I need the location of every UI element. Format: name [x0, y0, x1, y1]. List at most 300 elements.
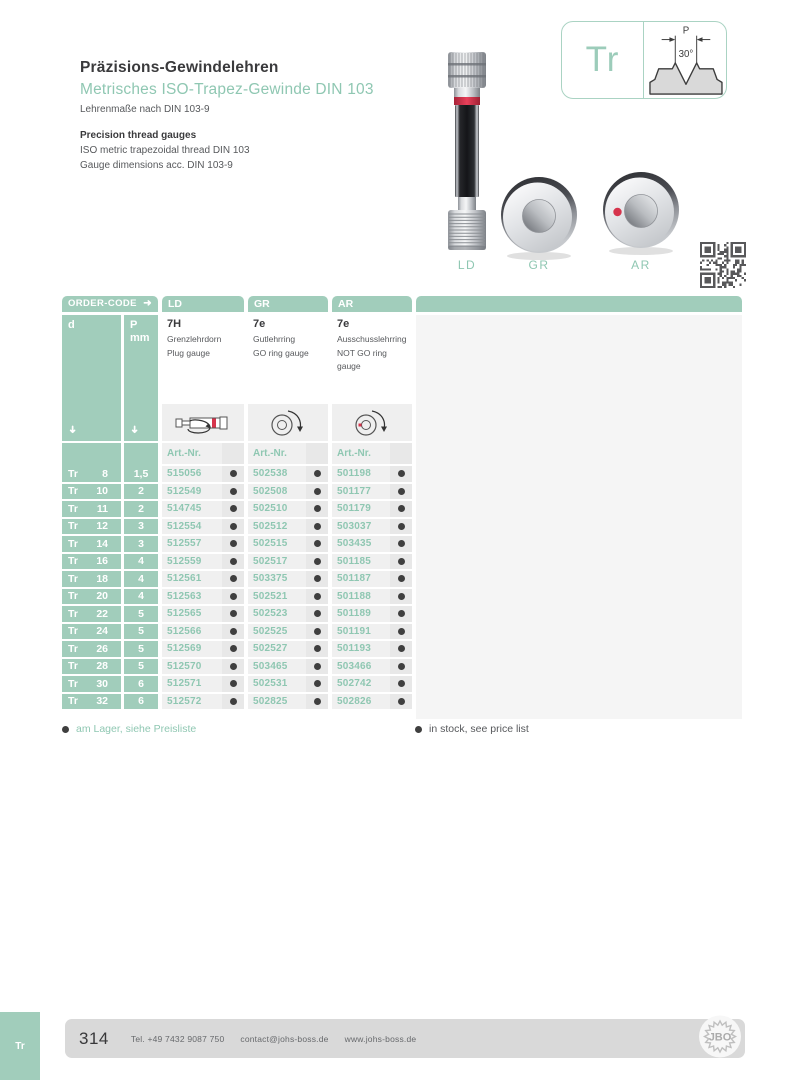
stock-dot-cell — [222, 606, 244, 622]
order-table — [62, 296, 742, 719]
stock-dot-cell — [306, 501, 328, 517]
d-prefix: Tr — [68, 520, 78, 533]
artnr-value: 503435 — [332, 536, 390, 552]
gr-row — [248, 571, 328, 587]
stock-dot-icon — [398, 663, 405, 670]
artnr-value: 512557 — [162, 536, 222, 552]
stock-dot-icon — [230, 575, 237, 582]
d-size: 12 — [96, 520, 108, 533]
side-tab-label: Tr — [15, 1040, 25, 1052]
artnr-value: 502510 — [248, 501, 306, 517]
artnr-value: 503375 — [248, 571, 306, 587]
stock-dot-cell — [306, 694, 328, 710]
artnr-value: 502826 — [332, 694, 390, 710]
side-tab-tr — [0, 1012, 40, 1080]
d-prefix: Tr — [68, 677, 78, 690]
stock-dot-cell — [390, 466, 412, 482]
stock-dot-icon — [230, 663, 237, 670]
d-cell — [62, 443, 121, 482]
page-title-en: Precision thread gauges — [80, 130, 197, 141]
stock-dot-icon — [398, 680, 405, 687]
artnr-value: 502825 — [248, 694, 306, 710]
gr-cells — [248, 466, 328, 709]
legend-de-text: am Lager, siehe Preisliste — [76, 723, 197, 735]
artnr-value: 512572 — [162, 694, 222, 710]
stock-dot-icon — [230, 558, 237, 565]
d-cell — [62, 571, 121, 587]
gr-row — [248, 484, 328, 500]
gr-header-cell — [248, 315, 328, 441]
stock-dot-cell — [222, 641, 244, 657]
notgo-ring-rotation-icon — [332, 404, 412, 441]
ld-row — [162, 676, 244, 692]
d-cell — [62, 676, 121, 692]
artnr-value: 512566 — [162, 624, 222, 640]
artnr-value: 512570 — [162, 659, 222, 675]
gr-row — [248, 624, 328, 640]
jbo-logo — [698, 1014, 742, 1063]
stock-dot-icon — [398, 558, 405, 565]
stock-dot-cell — [390, 694, 412, 710]
ld-row — [162, 659, 244, 675]
p-cell: 3 — [124, 536, 158, 552]
stock-dot-icon — [314, 523, 321, 530]
ld-row — [162, 554, 244, 570]
stock-dot-cell — [222, 659, 244, 675]
stock-dot-cell — [390, 554, 412, 570]
go-ring-photo — [499, 175, 579, 266]
go-ring-label: GR — [528, 258, 550, 272]
artnr-value: 502527 — [248, 641, 306, 657]
d-prefix: Tr — [68, 485, 78, 498]
p-cell: 6 — [124, 694, 158, 710]
email-link[interactable]: contact@johs-boss.de — [240, 1033, 329, 1044]
heading-en-block — [80, 128, 374, 173]
empty-table-panel — [416, 315, 742, 719]
artnr-value: 501188 — [332, 589, 390, 605]
d-prefix: Tr — [68, 555, 78, 568]
stock-dot-cell — [306, 659, 328, 675]
thread-symbol: Tr — [585, 40, 620, 79]
down-arrow-icon: ➜ — [128, 425, 140, 434]
stock-dot-icon — [398, 523, 405, 530]
artnr-value: 501177 — [332, 484, 390, 500]
stock-dot-icon — [398, 540, 405, 547]
ar-tolerance: 7e — [337, 318, 350, 330]
stock-dot-cell — [222, 624, 244, 640]
d-size: 8 — [102, 467, 108, 480]
ar-row — [332, 641, 412, 657]
ar-header-cell — [332, 315, 412, 441]
gr-row — [248, 536, 328, 552]
stock-dot-icon — [398, 628, 405, 635]
artnr-value: 515056 — [162, 466, 222, 482]
order-code-label: ORDER-CODE — [68, 298, 137, 309]
thread-type-badge — [561, 21, 727, 99]
stock-dot-cell — [390, 571, 412, 587]
d-prefix: Tr — [68, 625, 78, 638]
badge-symbol-cell — [562, 22, 644, 98]
stock-dot-cell — [306, 676, 328, 692]
d-cell — [62, 519, 121, 535]
ld-artnr-header — [162, 443, 244, 464]
d-prefix: Tr — [68, 502, 78, 515]
ld-row — [162, 571, 244, 587]
gr-tolerance: 7e — [253, 318, 266, 330]
gr-row — [248, 589, 328, 605]
contact-info — [131, 1034, 416, 1044]
stock-dot-cell — [222, 536, 244, 552]
ld-row — [162, 501, 244, 517]
d-cell — [62, 484, 121, 500]
artnr-value: 514745 — [162, 501, 222, 517]
qr-modules — [700, 242, 746, 288]
artnr-label: Art.-Nr. — [248, 443, 306, 464]
stock-dot-icon — [398, 470, 405, 477]
d-size: 20 — [96, 590, 108, 603]
ld-header-cell — [162, 315, 244, 441]
artnr-value: 502525 — [248, 624, 306, 640]
plug-gauge-image — [435, 50, 499, 256]
stock-dot-icon — [314, 558, 321, 565]
ld-row — [162, 641, 244, 657]
gr-row — [248, 676, 328, 692]
notgo-ring-image — [601, 170, 681, 256]
p-cell: 6 — [124, 676, 158, 692]
ar-band: AR — [332, 296, 412, 312]
ar-artnr-header — [332, 443, 412, 464]
d-size: 11 — [96, 502, 108, 515]
ar-row — [332, 606, 412, 622]
ld-row — [162, 624, 244, 640]
ar-row — [332, 519, 412, 535]
artnr-label: Art.-Nr. — [162, 443, 222, 464]
ld-tolerance: 7H — [167, 318, 182, 330]
d-size: 18 — [96, 572, 108, 585]
svg-text:P: P — [682, 25, 690, 37]
stock-dot-cell — [390, 606, 412, 622]
d-cells — [62, 443, 121, 709]
d-prefix: Tr — [68, 467, 78, 480]
stock-dot-icon — [62, 726, 69, 733]
gr-row — [248, 554, 328, 570]
ar-name-de: Ausschusslehrring — [337, 334, 407, 344]
stock-dot-icon — [230, 593, 237, 600]
gr-row — [248, 606, 328, 622]
p-cell: 2 — [124, 501, 158, 517]
ld-name-en: Plug gauge — [167, 347, 211, 358]
column-ar — [332, 315, 412, 711]
artnr-value: 502531 — [248, 676, 306, 692]
p-cell: 5 — [124, 659, 158, 675]
artnr-value: 502508 — [248, 484, 306, 500]
table-band-row — [62, 296, 742, 312]
stock-dot-icon — [230, 540, 237, 547]
gr-row — [248, 466, 328, 482]
p-header-label: P mm — [130, 319, 150, 344]
down-arrow-icon: ➜ — [66, 425, 78, 434]
stock-dot-cell — [222, 676, 244, 692]
stock-dot-cell — [390, 519, 412, 535]
stock-column-header — [222, 443, 244, 464]
artnr-value: 501191 — [332, 624, 390, 640]
artnr-value: 512563 — [162, 589, 222, 605]
website-link[interactable]: www.johs-boss.de — [344, 1033, 417, 1044]
artnr-value: 502521 — [248, 589, 306, 605]
stock-dot-icon — [230, 698, 237, 705]
d-prefix: Tr — [68, 590, 78, 603]
gr-name-de: Gutlehrring — [253, 334, 296, 344]
d-cell — [62, 624, 121, 640]
stock-dot-icon — [415, 726, 422, 733]
p-cells — [124, 443, 158, 709]
qr-code[interactable] — [700, 242, 746, 288]
artnr-value: 503466 — [332, 659, 390, 675]
stock-dot-icon — [314, 680, 321, 687]
gr-band: GR — [248, 296, 328, 312]
right-arrow-icon: ➜ — [143, 298, 152, 309]
d-prefix: Tr — [68, 537, 78, 550]
page-note-en: Gauge dimensions acc. DIN 103-9 — [80, 160, 233, 171]
artnr-value: 512571 — [162, 676, 222, 692]
stock-dot-icon — [230, 628, 237, 635]
ar-row — [332, 624, 412, 640]
column-d — [62, 315, 121, 711]
stock-dot-cell — [306, 466, 328, 482]
stock-dot-cell — [390, 641, 412, 657]
d-cell — [62, 501, 121, 517]
ar-row — [332, 536, 412, 552]
p-header-cell — [124, 315, 158, 441]
thread-profile-icon — [644, 24, 726, 96]
stock-dot-icon — [230, 680, 237, 687]
ld-row — [162, 606, 244, 622]
stock-dot-icon — [314, 663, 321, 670]
artnr-value: 502512 — [248, 519, 306, 535]
d-size: 32 — [96, 695, 108, 708]
ar-cells — [332, 466, 412, 709]
d-size: 28 — [96, 660, 108, 673]
artnr-value: 512569 — [162, 641, 222, 657]
ld-row — [162, 536, 244, 552]
stock-dot-icon — [230, 645, 237, 652]
artnr-value: 502742 — [332, 676, 390, 692]
ld-row — [162, 484, 244, 500]
heading-block — [80, 59, 374, 173]
ar-row — [332, 676, 412, 692]
d-size: 26 — [96, 642, 108, 655]
d-size: 14 — [96, 537, 108, 550]
stock-dot-icon — [398, 488, 405, 495]
artnr-value: 501189 — [332, 606, 390, 622]
stock-dot-icon — [314, 470, 321, 477]
ar-row — [332, 554, 412, 570]
artnr-value: 503037 — [332, 519, 390, 535]
legend-de — [62, 723, 196, 735]
order-code-band — [62, 296, 158, 312]
stock-dot-cell — [306, 571, 328, 587]
stock-dot-cell — [390, 501, 412, 517]
stock-dot-icon — [314, 575, 321, 582]
table-body — [62, 315, 742, 719]
p-cell: 3 — [124, 519, 158, 535]
stock-dot-icon — [230, 488, 237, 495]
column-p — [124, 315, 158, 711]
ld-cells — [162, 466, 244, 709]
artnr-value: 512559 — [162, 554, 222, 570]
stock-dot-icon — [398, 645, 405, 652]
d-prefix: Tr — [68, 660, 78, 673]
stock-column-header — [306, 443, 328, 464]
page-number: 314 — [79, 1028, 109, 1048]
ld-row — [162, 694, 244, 710]
page-note-de: Lehrenmaße nach DIN 103-9 — [80, 104, 210, 115]
d-size: 10 — [96, 485, 108, 498]
stock-dot-cell — [390, 676, 412, 692]
gr-row — [248, 641, 328, 657]
artnr-value: 512565 — [162, 606, 222, 622]
d-size: 30 — [96, 677, 108, 690]
d-header-cell — [62, 315, 121, 441]
stock-dot-cell — [390, 624, 412, 640]
d-cell — [62, 554, 121, 570]
stock-dot-cell — [222, 694, 244, 710]
p-cell: 4 — [124, 554, 158, 570]
notgo-ring-photo — [601, 170, 681, 261]
ar-row — [332, 659, 412, 675]
stock-dot-icon — [314, 593, 321, 600]
ar-name-en: NOT GO ring gauge — [337, 347, 387, 372]
svg-text:30°: 30° — [678, 49, 694, 61]
ar-row — [332, 484, 412, 500]
artnr-value: 502515 — [248, 536, 306, 552]
footer-bar — [65, 1019, 745, 1058]
stock-dot-icon — [398, 505, 405, 512]
stock-dot-cell — [222, 501, 244, 517]
d-cell — [62, 659, 121, 675]
d-prefix: Tr — [68, 607, 78, 620]
stock-dot-icon — [314, 698, 321, 705]
p-cell: 1,5 — [124, 443, 158, 482]
p-cell: 5 — [124, 624, 158, 640]
d-cell — [62, 641, 121, 657]
stock-dot-cell — [306, 484, 328, 500]
d-cell — [62, 694, 121, 710]
gr-row — [248, 659, 328, 675]
stock-dot-icon — [230, 470, 237, 477]
artnr-value: 501187 — [332, 571, 390, 587]
page-subtitle-en: ISO metric trapezoidal thread DIN 103 — [80, 145, 250, 156]
artnr-value: 503465 — [248, 659, 306, 675]
stock-dot-icon — [314, 540, 321, 547]
d-prefix: Tr — [68, 572, 78, 585]
stock-dot-cell — [306, 519, 328, 535]
stock-dot-cell — [306, 589, 328, 605]
d-prefix: Tr — [68, 695, 78, 708]
go-ring-rotation-icon — [248, 404, 328, 441]
phone-number: Tel. +49 7432 9087 750 — [130, 1033, 225, 1044]
stock-dot-cell — [306, 624, 328, 640]
stock-dot-cell — [222, 589, 244, 605]
gr-row — [248, 519, 328, 535]
ld-band: LD — [162, 296, 244, 312]
stock-dot-cell — [222, 554, 244, 570]
stock-dot-icon — [314, 610, 321, 617]
ld-row — [162, 519, 244, 535]
plug-gauge-photo — [435, 50, 499, 261]
artnr-value: 501198 — [332, 466, 390, 482]
gr-row — [248, 501, 328, 517]
stock-dot-cell — [306, 641, 328, 657]
stock-dot-icon — [314, 645, 321, 652]
stock-dot-icon — [398, 698, 405, 705]
notgo-ring-label: AR — [631, 258, 651, 272]
stock-dot-cell — [390, 484, 412, 500]
stock-dot-cell — [306, 606, 328, 622]
stock-dot-cell — [222, 466, 244, 482]
thread-profile-diagram — [644, 22, 726, 98]
column-gr — [248, 315, 328, 711]
artnr-value: 501185 — [332, 554, 390, 570]
ar-row — [332, 501, 412, 517]
plug-gauge-rotation-icon — [162, 404, 244, 441]
artnr-value: 502523 — [248, 606, 306, 622]
d-size: 16 — [96, 555, 108, 568]
ar-row — [332, 571, 412, 587]
stock-dot-cell — [222, 484, 244, 500]
go-ring-image — [499, 175, 579, 261]
stock-dot-icon — [398, 610, 405, 617]
artnr-label: Art.-Nr. — [332, 443, 390, 464]
artnr-value: 512554 — [162, 519, 222, 535]
stock-dot-cell — [222, 571, 244, 587]
stock-column-header — [390, 443, 412, 464]
artnr-value: 512549 — [162, 484, 222, 500]
artnr-value: 502517 — [248, 554, 306, 570]
artnr-value: 512561 — [162, 571, 222, 587]
red-dot-marker — [613, 208, 621, 216]
stock-dot-cell — [222, 519, 244, 535]
p-cell: 5 — [124, 641, 158, 657]
stock-dot-icon — [314, 505, 321, 512]
stock-dot-icon — [314, 488, 321, 495]
plug-gauge-label: LD — [457, 258, 477, 272]
artnr-value: 502538 — [248, 466, 306, 482]
column-ld — [162, 315, 244, 711]
page-subtitle-de: Metrisches ISO-Trapez-Gewinde DIN 103 — [80, 81, 374, 98]
d-size: 22 — [96, 607, 108, 620]
artnr-value: 501179 — [332, 501, 390, 517]
page-title-de: Präzisions-Gewindelehren — [80, 59, 279, 76]
ld-row — [162, 466, 244, 482]
stock-dot-icon — [230, 523, 237, 530]
stock-dot-cell — [306, 536, 328, 552]
ld-row — [162, 589, 244, 605]
p-cell: 5 — [124, 606, 158, 622]
gr-name-en: GO ring gauge — [253, 347, 309, 358]
stock-dot-cell — [390, 589, 412, 605]
stock-dot-cell — [390, 659, 412, 675]
spacer-band — [416, 296, 742, 312]
d-cell — [62, 606, 121, 622]
legend-en-text: in stock, see price list — [429, 723, 529, 735]
p-cell: 4 — [124, 571, 158, 587]
p-cell: 2 — [124, 484, 158, 500]
d-header-label: d — [68, 319, 75, 331]
artnr-value: 501193 — [332, 641, 390, 657]
d-cell — [62, 589, 121, 605]
stock-dot-cell — [390, 536, 412, 552]
